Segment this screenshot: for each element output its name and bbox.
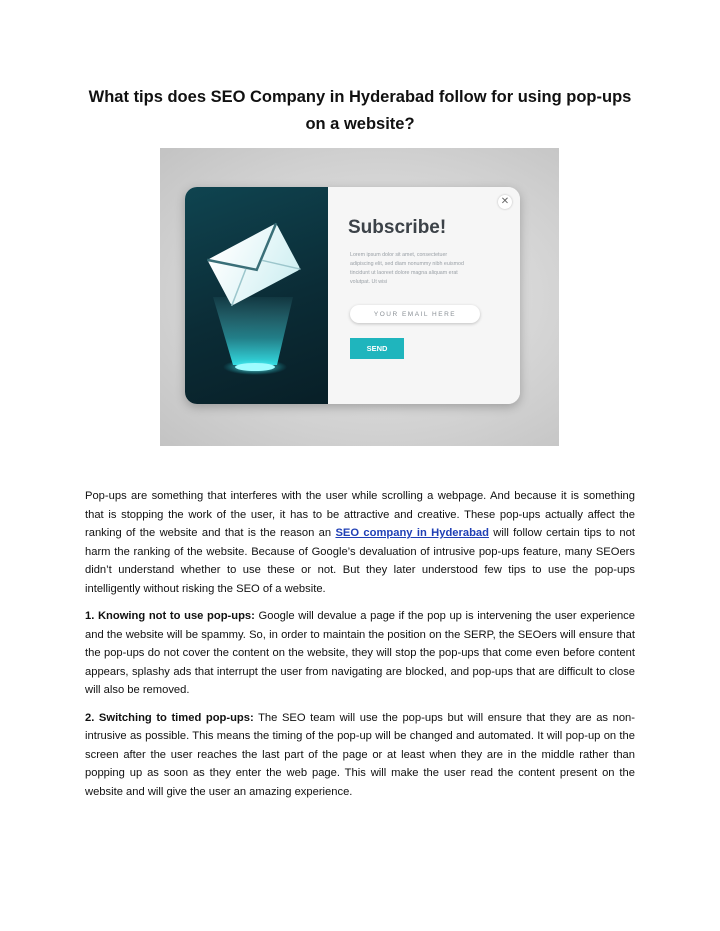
intro-text-start: Pop-ups are something that interferes with the user while scrolling a webpage. And because it is something that is stopping the work of the user, it has to be attractive and creative. These pop-ups actually affect the ranking of the website and that is the reason an: [85, 490, 635, 539]
popup-card-left-panel: [185, 187, 328, 404]
tip-1-text: Google will devalue a page if the pop up is intervening the user experience and the website will be spammy. So, in order to maintain the position on the SERP, the SEOers will ensure that the pop-ups do not cover the content on the website, they will stop the pop-ups that come even before content appears, splashy ads that interrupt the user from navigating are blocked, and pop-ups that are difficult to close will also be removed.: [85, 610, 635, 696]
page-title-line-2: on a website?: [305, 115, 415, 133]
email-input[interactable]: [350, 305, 480, 323]
envelope-icon: [185, 187, 328, 404]
tip-2-label: 2. Switching to timed pop-ups:: [85, 711, 254, 724]
paragraph-tip-1: [85, 607, 635, 700]
tip-1-label: 1. Knowing not to use pop-ups:: [85, 610, 255, 622]
page-title-line-1: What tips does SEO Company in Hyderabad follow for using pop-ups: [88, 88, 632, 106]
popup-card-right-panel: [328, 187, 520, 404]
tip-2-text: The SEO team will use the pop-ups but will ensure that they are as non-intrusive as possible. This means the timing of the pop-up will be changed and automated. It will pop-up on the screen after the user reaches the last part of the page or at least when they are in the middle rather than popping up as soon as they enter the web page. This will make the user read the content present on the website and will give the user an amazing experience.: [85, 711, 635, 798]
intro-text-end: will follow certain tips to not harm the ranking of the website. Because of Google’s devaluation of intrusive pop-ups feature, many SEOers didn’t understand whether to use these or not. But they later understood few tips to use the pop-ups intelligently without risking the SEO of a website.: [85, 527, 635, 595]
article-body: [85, 487, 635, 810]
popup-description: Lorem ipsum dolor sit amet, consectetuer adipiscing elit, sed diam nonummy nibh euismod tincidunt ut laoreet dolore magna aliquam erat volutpat. Ut wisi: [350, 252, 464, 285]
send-button[interactable]: SEND: [350, 338, 404, 359]
paragraph-intro: [85, 487, 635, 598]
subscribe-popup-illustration: [160, 148, 559, 446]
paragraph-tip-2: [85, 709, 635, 802]
popup-card: [185, 187, 520, 404]
page-title: [80, 84, 640, 138]
popup-title: Subscribe!: [348, 217, 447, 238]
close-icon[interactable]: ✕: [498, 195, 512, 209]
seo-company-link[interactable]: SEO company in Hyderabad: [335, 527, 489, 539]
